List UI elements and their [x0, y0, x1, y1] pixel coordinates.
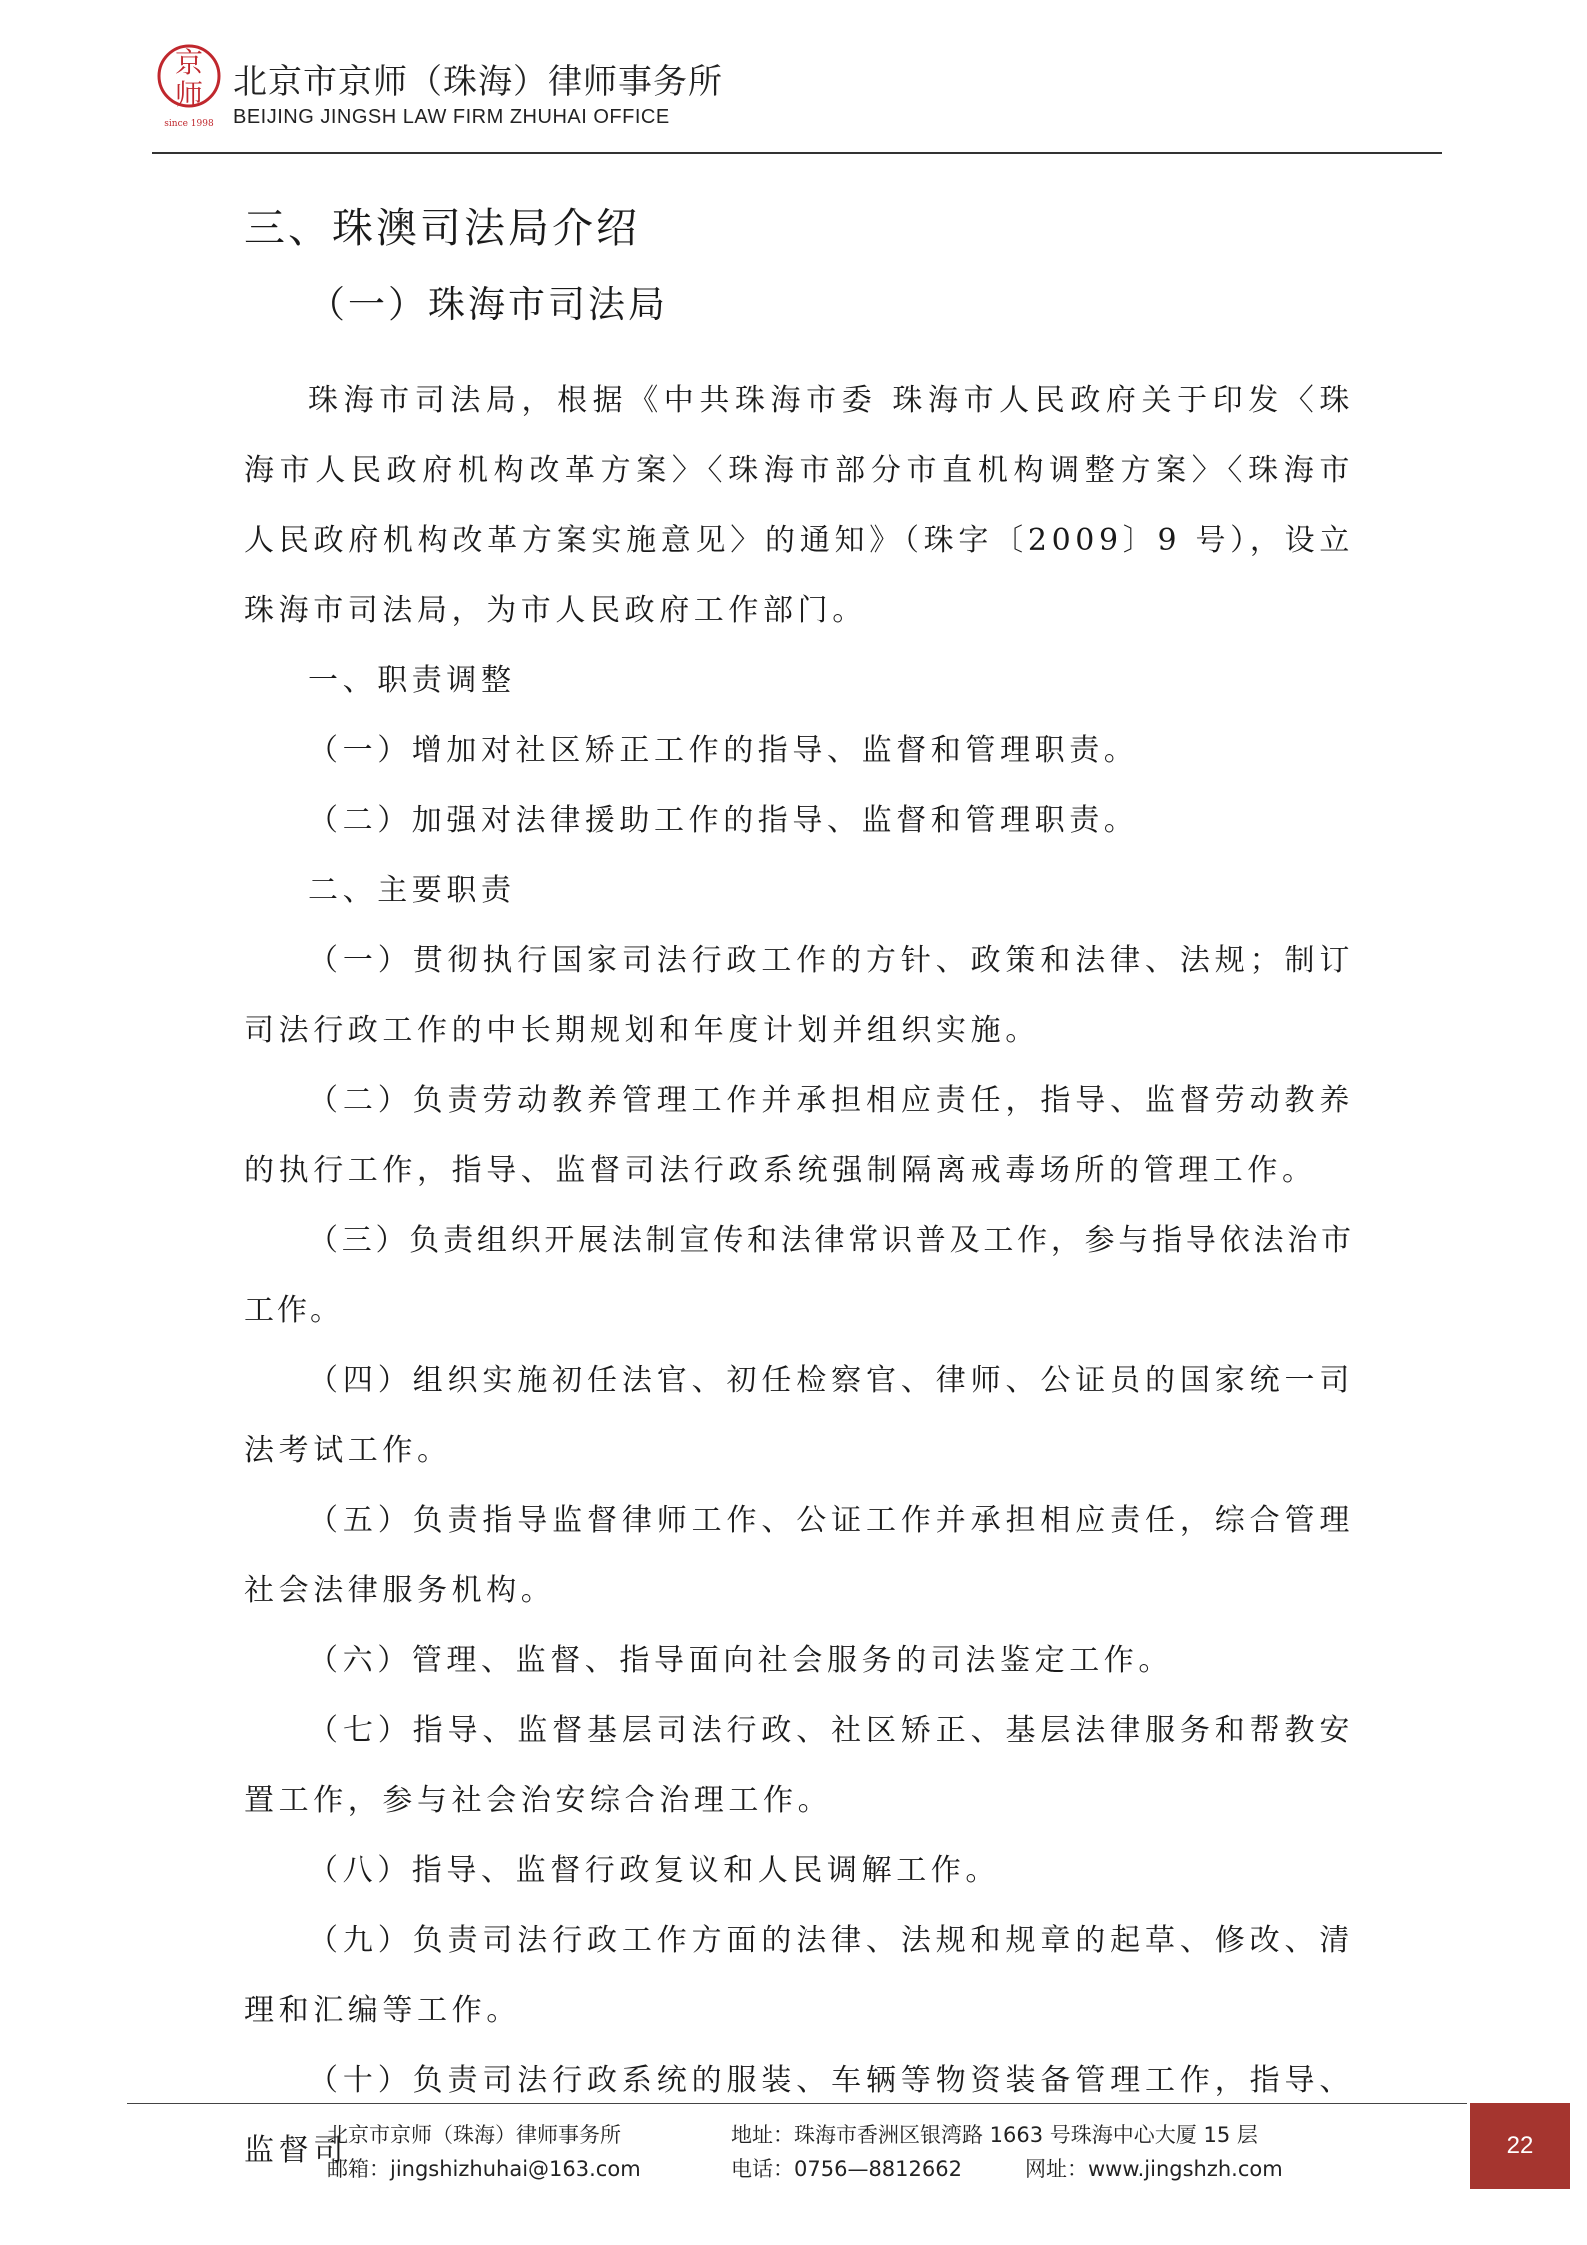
footer-email: 邮箱：jingshizhuhai@163.com: [327, 2157, 641, 2181]
paragraph-item: （九）负责司法行政工作方面的法律、法规和规章的起草、修改、清理和汇编等工作。: [244, 1923, 1354, 2028]
paragraph-item: （二）负责劳动教养管理工作并承担相应责任，指导、监督劳动教养的执行工作，指导、监督司法行政系统强制隔离戒毒场所的管理工作。: [244, 1083, 1354, 1188]
header-divider: [152, 152, 1442, 154]
paragraph-item: （三）负责组织开展法制宣传和法律常识普及工作，参与指导依法治市工作。: [244, 1223, 1354, 1328]
paragraph-item: （二）加强对法律援助工作的指导、监督和管理职责。: [308, 803, 1139, 838]
document-body: [244, 200, 1354, 2186]
paragraph-item: （一）增加对社区矫正工作的指导、监督和管理职责。: [308, 733, 1139, 768]
footer-address: 地址：珠海市香洲区银湾路 1663 号珠海中心大厦 15 层: [731, 2123, 1258, 2147]
section-title: 三、珠澳司法局介绍: [244, 204, 640, 252]
paragraph-heading-2: 二、主要职责: [308, 873, 516, 908]
page-number: 22: [1506, 2132, 1534, 2159]
page-number-badge: [1470, 2103, 1570, 2189]
paragraph-item: （一）贯彻执行国家司法行政工作的方针、政策和法律、法规；制订司法行政工作的中长期规划和年度计划并组织实施。: [244, 943, 1354, 1048]
footer-divider: [127, 2103, 1467, 2104]
paragraph-item: （七）指导、监督基层司法行政、社区矫正、基层法律服务和帮教安置工作，参与社会治安综合治理工作。: [244, 1713, 1354, 1818]
footer-firm-name: 北京市京师（珠海）律师事务所: [327, 2123, 621, 2147]
footer-website: 网址：www.jingshzh.com: [1025, 2157, 1283, 2181]
paragraph-item: （六）管理、监督、指导面向社会服务的司法鉴定工作。: [308, 1643, 1173, 1678]
svg-text:since 1998: since 1998: [164, 119, 214, 129]
paragraph-item: （八）指导、监督行政复议和人民调解工作。: [308, 1853, 1000, 1888]
paragraph-item: （十）负责司法行政系统的服装、车辆等物资装备管理工作，指导、监督司: [244, 2063, 1354, 2168]
paragraph-item: （五）负责指导监督律师工作、公证工作并承担相应责任，综合管理社会法律服务机构。: [244, 1503, 1354, 1608]
paragraph-intro: 珠海市司法局，根据《中共珠海市委 珠海市人民政府关于印发〈珠海市人民政府机构改革方案〉〈珠海市部分市直机构调整方案〉〈珠海市人民政府机构改革方案实施意见〉的通知》（珠字〔2009〕9 号），设立珠海市司法局，为市人民政府工作部门。: [244, 383, 1354, 628]
svg-text:师: 师: [174, 78, 204, 111]
subsection-title: （一）珠海市司法局: [308, 283, 668, 326]
paragraph-item: （四）组织实施初任法官、初任检察官、律师、公证员的国家统一司法考试工作。: [244, 1363, 1354, 1468]
paragraph-heading-1: 一、职责调整: [308, 663, 516, 698]
logo-seal-icon: [155, 26, 223, 144]
svg-text:京: 京: [174, 46, 204, 79]
firm-name-en: BEIJING JINGSH LAW FIRM ZHUHAI OFFICE: [233, 106, 670, 128]
firm-name-cn: 北京市京师（珠海）律师事务所: [233, 62, 723, 102]
header-titles: [233, 62, 723, 129]
firm-logo: [155, 26, 223, 144]
footer-phone: 电话：0756—8812662: [731, 2157, 962, 2181]
